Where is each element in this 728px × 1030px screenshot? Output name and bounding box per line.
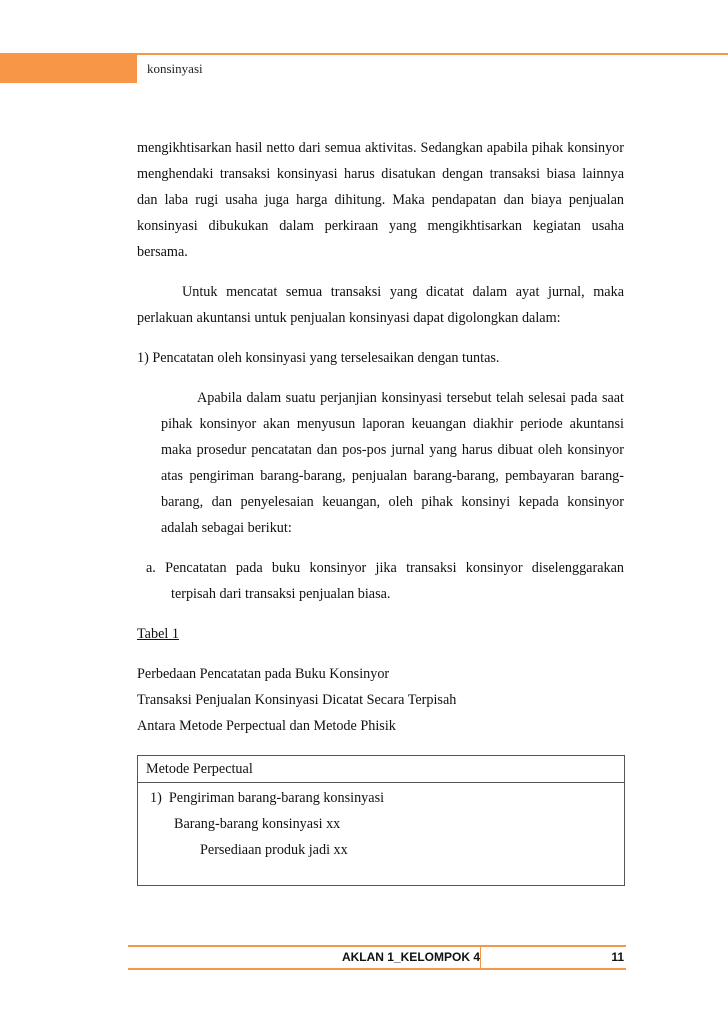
table-caption-2: Transaksi Penjualan Konsinyasi Dicatat Secara Terpisah [137,692,457,708]
paragraph-2: Untuk mencatat semua transaksi yang dicatat dalam ayat jurnal, maka perlakuan akuntansi untuk penjualan konsinyasi dapat digolongkan dalam: [137,284,624,326]
table-body [138,783,624,885]
journal-table [137,755,625,886]
footer-label: AKLAN 1_KELOMPOK 4 [320,947,481,968]
table-label: Tabel 1 [137,626,179,642]
table-header: Metode Perpectual [138,756,624,783]
table-row: 1) Pengiriman barang-barang konsinyasi [150,790,385,806]
header-title: konsinyasi [147,61,203,76]
table-row: Barang-barang konsinyasi xx [174,816,341,832]
list-item-1: 1) Pencatatan oleh konsinyasi yang terselesaikan dengan tuntas. [137,350,500,366]
header-rule [137,53,728,55]
page-number: 11 [611,950,624,964]
sub-block [137,385,624,541]
table-row: Persediaan produk jadi xx [200,842,348,858]
page-content [137,135,624,886]
paragraph-1: mengikhtisarkan hasil netto dari semua aktivitas. Sedangkan apabila pihak konsinyor menghendaki transaksi konsinyasi harus disatukan dengan transaksi biasa lainnya dan laba rugi usaha juga harga dihitung. Maka pendapatan dan biaya penjualan konsinyasi dibukukan dalam perkiraan yang mengikhtisarkan kegiatan usaha bersama. [137,140,624,260]
list-item-a: a. Pencatatan pada buku konsinyor jika transaksi konsinyor diselenggarakan terpisah dari transaksi penjualan biasa. [146,560,624,602]
paragraph-3: Apabila dalam suatu perjanjian konsinyasi tersebut telah selesai pada saat pihak konsinyor akan menyusun laporan keuangan diakhir periode akuntansi maka prosedur pencatatan dan pos-pos jurnal yang harus dibuat oleh konsinyor atas pengiriman barang-barang, penjualan barang-barang, pembayaran barang-barang, dan penyelesaian keuangan, oleh pihak konsinyi kepada konsinyor adalah sebagai berikut: [161,390,624,536]
header-accent-bar [0,53,137,83]
table-caption-1: Perbedaan Pencatatan pada Buku Konsinyor [137,666,390,682]
footer-rule-bottom [128,968,626,970]
table-caption-3: Antara Metode Perpectual dan Metode Phisik [137,718,396,734]
